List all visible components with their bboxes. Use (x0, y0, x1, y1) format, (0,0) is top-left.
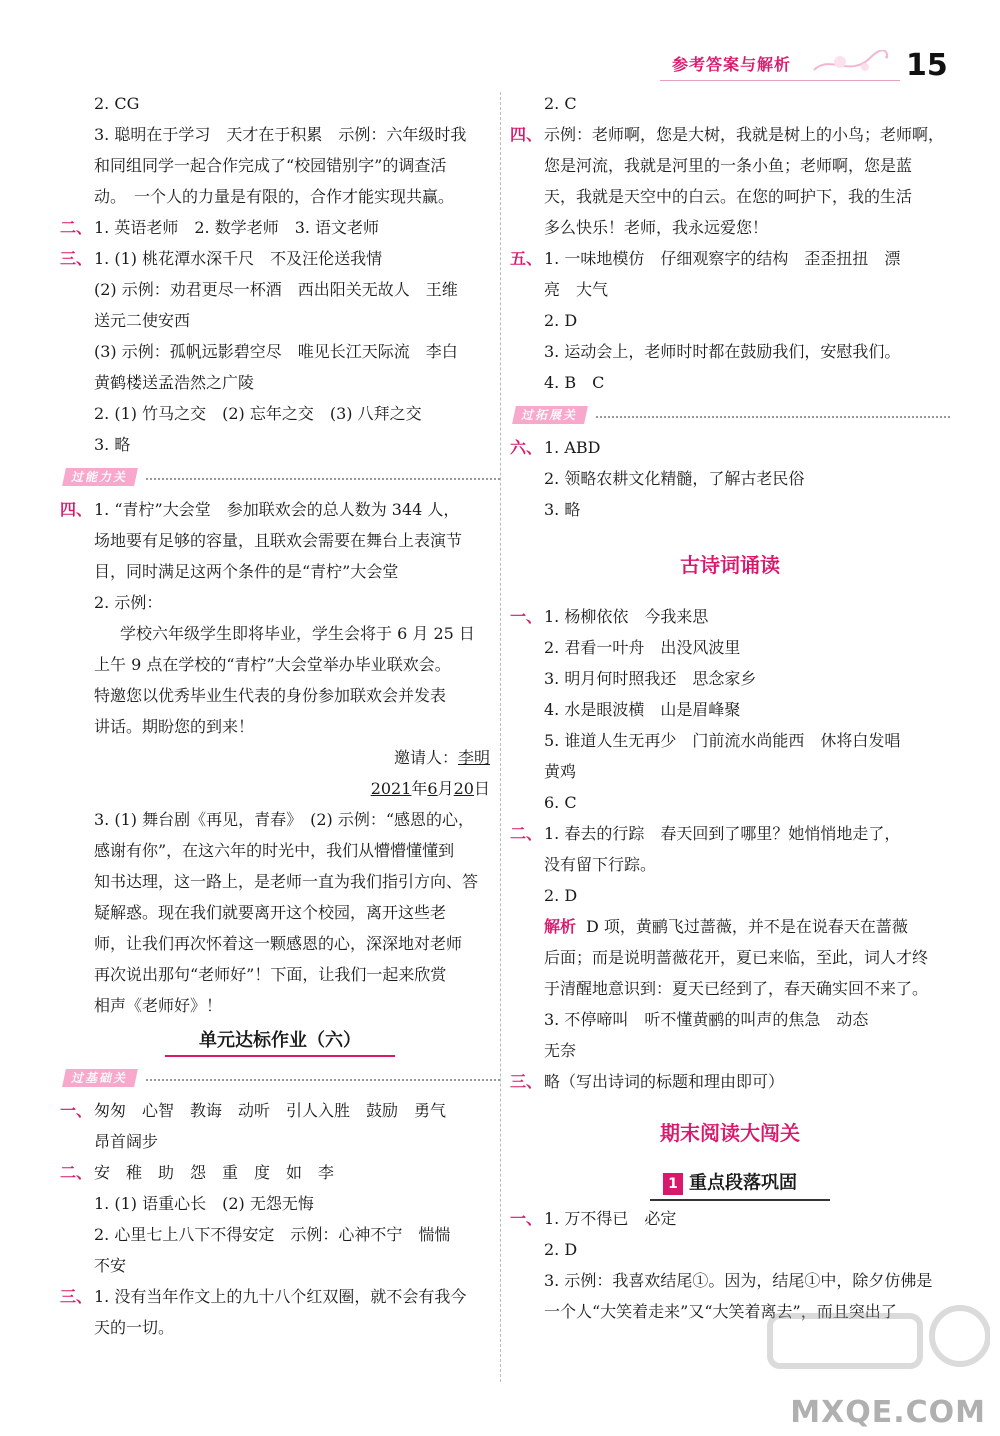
answer-line: 动。 一个人的力量是有限的，合作才能实现共赢。 (94, 187, 455, 206)
answer-line: 示例：老师啊，您是大树，我就是树上的小鸟；老师啊， (544, 125, 945, 144)
answer-line: 不安 (94, 1256, 127, 1275)
answer-line: 特邀您以优秀毕业生代表的身份参加联欢会并发表 (94, 686, 447, 705)
answer-line: 和同组同学一起合作完成了“校园错别字”的调查活 (94, 156, 447, 175)
title-underline (650, 1199, 830, 1201)
date-day: 20 (453, 779, 474, 798)
answer-line: 2. 示例： (94, 593, 163, 612)
sub-section-number: 1 (663, 1173, 683, 1195)
section-marker: 二、 (60, 1163, 93, 1182)
date-day-unit: 日 (473, 779, 490, 798)
answer-line: 1. ABD (544, 438, 601, 457)
answer-line: 送元二使安西 (94, 311, 191, 330)
date-year-unit: 年 (411, 779, 428, 798)
page-number: 15 (906, 48, 948, 83)
dotted-rule (596, 416, 950, 418)
left-column (60, 88, 500, 1343)
answer-line: 4. B C (544, 373, 605, 392)
answer-line: 讲话。期盼您的到来！ (94, 717, 255, 736)
answer-line: 感谢有你”，在这六年的时光中，我们从懵懵懂懂到 (94, 841, 455, 860)
answer-line: 3. 示例：我喜欢结尾①。因为，结尾①中，除夕仿佛是 (544, 1271, 933, 1290)
answer-line: 3. 明月何时照我还 思念家乡 (544, 669, 757, 688)
answer-line: (2) 示例：劝君更尽一杯酒 西出阳关无故人 王维 (94, 280, 458, 299)
banner-label: 过能力关 (62, 468, 138, 486)
answer-line: 黄鸡 (544, 762, 577, 781)
date-line (60, 773, 500, 804)
answer-line: 1. (1) 桃花潭水深千尺 不及汪伦送我情 (94, 249, 383, 268)
answer-line: 无奈 (544, 1041, 577, 1060)
answer-line: 黄鹤楼送孟浩然之广陵 (94, 373, 255, 392)
section-marker: 六、 (510, 438, 543, 457)
answer-line: 2. 领略农耕文化精髓，了解古老民俗 (544, 469, 805, 488)
analysis-label: 解析 (544, 917, 577, 936)
answer-line: 2. 君看一叶舟 出没风波里 (544, 638, 741, 657)
section-marker: 一、 (510, 1209, 543, 1228)
section-marker: 二、 (60, 218, 93, 237)
section-marker: 三、 (510, 1072, 543, 1091)
answer-line: 亮 大气 (544, 280, 609, 299)
answer-line: 昂首阔步 (94, 1132, 159, 1151)
analysis-line (510, 911, 950, 942)
answer-line: 知书达理，这一路上，是老师一直为我们指引方向、答 (94, 872, 479, 891)
answer-line: 2. 心里七上八下不得安定 示例：心神不宁 惴惴 (94, 1225, 451, 1244)
answer-line: 匆匆 心智 教诲 动听 引人入胜 鼓励 勇气 (94, 1101, 447, 1120)
section-banner (510, 400, 950, 430)
answer-line: 1. “青柠”大会堂 参加联欢会的总人数为 344 人， (94, 500, 460, 519)
answer-line: 一个人“大笑着走来”又“大笑着离去”，而且突出了 (544, 1302, 897, 1321)
date-month-unit: 月 (437, 779, 454, 798)
answer-line: 4. 水是眼波横 山是眉峰聚 (544, 700, 741, 719)
answer-line: 1. 英语老师 2. 数学老师 3. 语文老师 (94, 218, 380, 237)
answer-line: 安 稚 助 怨 重 度 如 李 (94, 1163, 335, 1182)
date-year: 2021 (370, 779, 412, 798)
answer-line: 2. D (544, 311, 578, 330)
analysis-text: D 项，黄鹂飞过蔷薇，并不是在说春天在蔷薇 (586, 917, 908, 936)
column-divider (500, 92, 501, 1382)
banner-label: 过拓展关 (512, 406, 588, 424)
dotted-rule (146, 1079, 500, 1081)
unit-title-text: 单元达标作业（六） (199, 1030, 361, 1051)
answer-line: 天，我就是天空中的白云。在您的呵护下，我的生活 (544, 187, 913, 206)
header-label: 参考答案与解析 (672, 55, 792, 74)
inviter-label: 邀请人： (393, 748, 458, 767)
section-banner (60, 1063, 500, 1093)
answer-line: 2. C (544, 94, 577, 113)
answer-line: 3. 聪明在于学习 天才在于积累 示例：六年级时我 (94, 125, 467, 144)
dotted-rule (146, 478, 500, 480)
answer-line: 1. 没有当年作文上的九十八个红双圈，就不会有我今 (94, 1287, 467, 1306)
inviter-name: 李明 (457, 748, 490, 767)
header-decoration-icon (810, 50, 890, 76)
sub-section-text: 重点段落巩固 (689, 1172, 797, 1194)
right-column (510, 88, 950, 1327)
answer-line: 1. 春去的行踪 春天回到了哪里？她悄悄地走了， (544, 824, 901, 843)
answer-line: 3. 略 (544, 500, 581, 519)
answer-line: 学校六年级学生即将毕业，学生会将于 6 月 25 日 (120, 624, 475, 643)
answer-line: 1. 一味地模仿 仔细观察字的结构 歪歪扭扭 漂 (544, 249, 901, 268)
title-underline (165, 1055, 395, 1057)
answer-line: 略（写出诗词的标题和理由即可） (544, 1072, 785, 1091)
answer-line: 3. 运动会上，老师时时都在鼓励我们，安慰我们。 (544, 342, 901, 361)
answer-line: 没有留下行踪。 (544, 855, 657, 874)
banner-label: 过基础关 (62, 1069, 138, 1087)
answer-line: 2. CG (94, 94, 140, 113)
answer-line: (3) 示例：孤帆远影碧空尽 唯见长江天际流 李白 (94, 342, 458, 361)
answer-line: 相声《老师好》！ (94, 996, 223, 1015)
section-marker: 二、 (510, 824, 543, 843)
section-marker: 五、 (510, 249, 543, 268)
section-marker: 四、 (510, 125, 543, 144)
answer-line: 场地要有足够的容量，且联欢会需要在舞台上表演节 (94, 531, 463, 550)
section-marker: 四、 (60, 500, 93, 519)
answer-line: 多么快乐！老师，我永远爱您！ (544, 218, 769, 237)
answer-line: 3. 不停啼叫 听不懂黄鹂的叫声的焦急 动态 (544, 1010, 869, 1029)
section-title: 古诗词诵读 (680, 553, 780, 577)
unit-title (60, 1021, 500, 1061)
answer-line: 再次说出那句“老师好”！下面，让我们一起来欣赏 (94, 965, 447, 984)
section-marker: 一、 (60, 1101, 93, 1120)
inviter-line (60, 742, 500, 773)
answer-line: 2. D (544, 1240, 578, 1259)
answer-line: 天的一切。 (94, 1318, 175, 1337)
answer-line: 3. (1) 舞台剧《再见，青春》 (2) 示例：“感恩的心， (94, 810, 475, 829)
date-month: 6 (427, 779, 438, 798)
answer-line: 您是河流，我就是河里的一条小鱼；老师啊，您是蓝 (544, 156, 913, 175)
answer-line: 2. (1) 竹马之交 (2) 忘年之交 (3) 八拜之交 (94, 404, 422, 423)
answer-line: 目，同时满足这两个条件的是“青柠”大会堂 (94, 562, 399, 581)
watermark-text: MXQE.COM (790, 1395, 986, 1430)
section-banner (60, 462, 500, 492)
answer-line: 师，让我们再次怀着这一颗感恩的心，深深地对老师 (94, 934, 463, 953)
answer-line: 6. C (544, 793, 577, 812)
sub-section-title (510, 1163, 950, 1203)
section-marker: 一、 (510, 607, 543, 626)
answer-line: 2. D (544, 886, 578, 905)
answer-line: 3. 略 (94, 435, 131, 454)
answer-line: 1. 杨柳依依 今我来思 (544, 607, 709, 626)
answer-line: 1. 万不得已 必定 (544, 1209, 677, 1228)
analysis-text: 后面；而是说明蔷薇花开，夏已来临，至此，词人才终 (544, 948, 929, 967)
section-marker: 三、 (60, 249, 93, 268)
answer-line: 1. (1) 语重心长 (2) 无怨无悔 (94, 1194, 314, 1213)
section-marker: 三、 (60, 1287, 93, 1306)
answer-line: 上午 9 点在学校的“青柠”大会堂举办毕业联欢会。 (94, 655, 451, 674)
header-rule (660, 80, 900, 81)
answer-line: 疑解惑。现在我们就要离开这个校园，离开这些老 (94, 903, 447, 922)
analysis-text: 于清醒地意识到：夏天已经到了，春天确实回不来了。 (544, 979, 929, 998)
answer-line: 5. 谁道人生无再少 门前流水尚能西 休将白发唱 (544, 731, 901, 750)
section-title: 期末阅读大闯关 (660, 1121, 800, 1145)
